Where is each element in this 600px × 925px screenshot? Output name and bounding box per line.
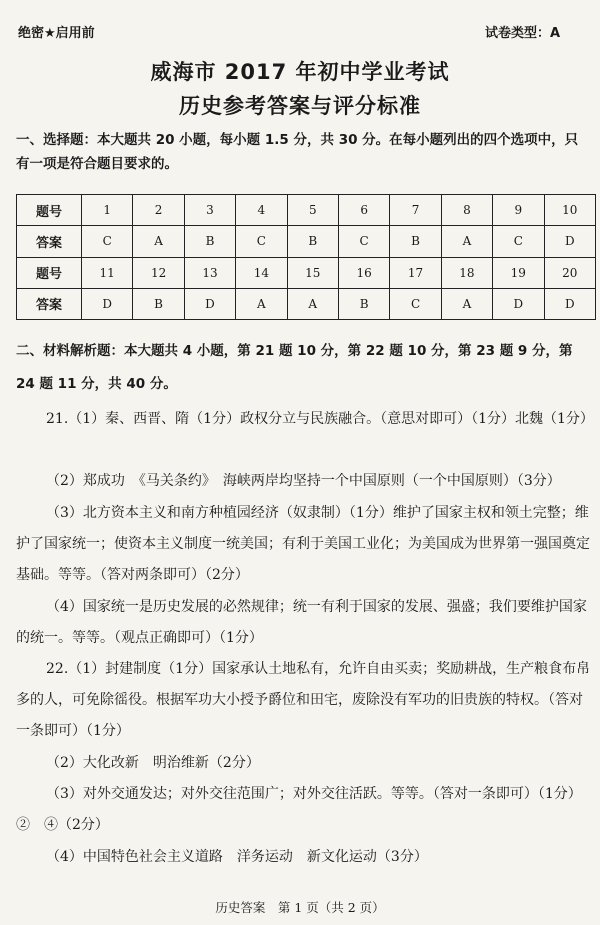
q22-part3: （3）对外交通发达；对外交往范围广；对外交往活跃。等等。（答对一条即可）（1分） — [46, 786, 582, 802]
q21-part1: 21.（1）秦、西晋、隋（1分）政权分立与民族融合。（意思对即可）（1分）北魏（1分） — [46, 411, 594, 427]
exam-title: 威海市 2017 年初中学业考试 — [150, 60, 450, 84]
answer-cell: C — [390, 288, 441, 319]
answer-cell: B — [390, 226, 441, 257]
paper-type-label: 试卷类型：A — [484, 26, 560, 41]
answer-cell: B — [184, 226, 235, 257]
question-number-cell: 6 — [338, 195, 389, 226]
question-number-cell: 5 — [287, 195, 338, 226]
answer-cell: A — [133, 226, 184, 257]
row-label-number: 题号 — [17, 257, 82, 288]
secret-label: 绝密★启用前 — [18, 26, 95, 41]
answer-cell: A — [441, 288, 492, 319]
question-number-cell: 20 — [544, 257, 595, 288]
question-number-cell: 2 — [133, 195, 184, 226]
question-number-cell: 7 — [390, 195, 441, 226]
question-number-cell: 11 — [82, 257, 133, 288]
answer-cell: B — [133, 288, 184, 319]
answer-cell: C — [236, 226, 287, 257]
question-number-cell: 14 — [236, 257, 287, 288]
q22-part1: 22.（1）封建制度（1分）国家承认土地私有，允许自由买卖；奖励耕战，生产粮食布帛多的人，可免除徭役。根据军功大小授予爵位和田宅，废除没有军功的旧贵族的特权。（答对一条即可）（1分） — [16, 661, 591, 739]
answer-cell: D — [82, 288, 133, 319]
answer-cell: C — [338, 226, 389, 257]
q21-part3: （3）北方资本主义和南方种植园经济（奴隶制）（1分）维护了国家主权和领土完整；维护了国家统一；使资本主义制度一统美国；有利于美国工业化；为美国成为世界第一强国奠定基础。等等。（答对两条即可）（2分） — [16, 505, 590, 583]
table-row — [17, 257, 596, 288]
answer-cell: B — [338, 288, 389, 319]
q22-part4: （4）中国特色社会主义道路 洋务运动 新文化运动（3分） — [46, 849, 428, 865]
exam-subtitle: 历史参考答案与评分标准 — [179, 94, 421, 118]
row-label-answer: 答案 — [17, 226, 82, 257]
question-number-cell: 9 — [493, 195, 544, 226]
question-number-cell: 1 — [82, 195, 133, 226]
q22-part2: （2）大化改新 明治维新（2分） — [46, 755, 260, 771]
answer-cell: A — [441, 226, 492, 257]
answer-cell: A — [287, 288, 338, 319]
question-number-cell: 12 — [133, 257, 184, 288]
answer-cell: D — [184, 288, 235, 319]
question-number-cell: 15 — [287, 257, 338, 288]
page-footer: 历史答案 第 1 页（共 2 页） — [215, 900, 385, 915]
question-number-cell: 4 — [236, 195, 287, 226]
question-number-cell: 19 — [493, 257, 544, 288]
row-label-answer: 答案 — [17, 288, 82, 319]
answer-cell: D — [493, 288, 544, 319]
table-row — [17, 226, 596, 257]
answer-cell: A — [236, 288, 287, 319]
question-number-cell: 17 — [390, 257, 441, 288]
table-row — [17, 288, 596, 319]
question-number-cell: 16 — [338, 257, 389, 288]
answer-cell: C — [493, 226, 544, 257]
section2-intro: 二、材料解析题：本大题共 4 小题，第 21 题 10 分，第 22 题 10 分，第 23 题 9 分，第 24 题 11 分，共 40 分。 — [16, 343, 573, 392]
answer-cell: D — [544, 226, 595, 257]
answer-cell: D — [544, 288, 595, 319]
question-number-cell: 3 — [184, 195, 235, 226]
answer-cell: C — [82, 226, 133, 257]
question-number-cell: 18 — [441, 257, 492, 288]
row-label-number: 题号 — [17, 195, 82, 226]
answer-cell: B — [287, 226, 338, 257]
question-number-cell: 10 — [544, 195, 595, 226]
q21-part4: （4）国家统一是历史发展的必然规律；统一有利于国家的发展、强盛；我们要维护国家的统一。等等。（观点正确即可）（1分） — [16, 599, 587, 646]
question-number-cell: 8 — [441, 195, 492, 226]
q22-part3-options: ② ④（2分） — [16, 817, 109, 833]
question-number-cell: 13 — [184, 257, 235, 288]
section1-intro: 一、选择题：本大题共 20 小题，每小题 1.5 分，共 30 分。在每小题列出的四个选项中，只有一项是符合题目要求的。 — [16, 132, 579, 172]
answer-table — [16, 194, 596, 320]
table-row — [17, 195, 596, 226]
q21-part2: （2）郑成功 《马关条约》 海峡两岸均坚持一个中国原则（一个中国原则）（3分） — [46, 473, 561, 489]
